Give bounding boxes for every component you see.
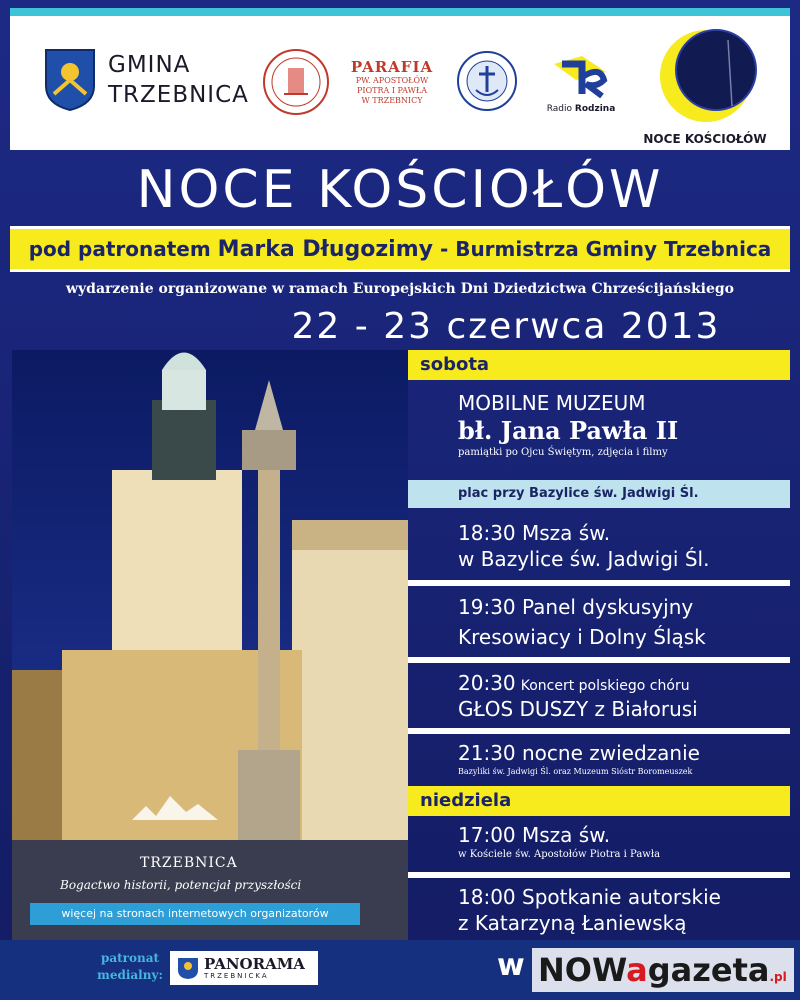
panorama-title: PANORAMA [204,955,305,973]
e1-line2: w Bazylice św. Jadwigi Śl. [458,547,710,571]
boromeuszki-seal-icon[interactable] [456,50,518,112]
nowagazeta-watermark [532,948,794,992]
gmina-trzebnica-logo[interactable] [44,48,249,112]
nowa-part2: a [626,951,648,989]
gmina-line1: GMINA [108,52,191,78]
patronage-suffix: - Burmistrza Gminy Trzebnica [439,237,772,261]
page-title: NOCE KOŚCIOŁÓW [136,160,664,220]
patronage-name: Marka Długozimy [217,237,433,262]
footer-partial-url: w [497,948,525,983]
patron-line1: patronat [100,951,160,965]
event-mass-saturday [408,520,790,572]
noce-logo-label: NOCE KOŚCIOŁÓW [643,132,767,146]
parafia-line3: W TRZEBNICY [361,96,423,105]
gmina-line2: TRZEBNICA [108,82,249,108]
event-dates: 22 - 23 czerwca 2013 [291,306,721,347]
e3-time: 20:30 [458,671,516,695]
event-night-tour [408,740,790,778]
radio-name-bold: Rodzina [574,104,616,114]
shield-icon [176,956,200,980]
town-hall-photo [12,350,408,940]
shield-icon [44,48,96,112]
parafia-title: PARAFIA [350,58,434,76]
e4-line2: Bazyliki św. Jadwigi Śl. oraz Muzeum Sióstr Boromeuszek [458,767,693,776]
e1-line1: 18:30 Msza św. [458,521,611,545]
photo-caption: TRZEBNICA [140,855,238,871]
nowa-part3: gazeta [647,951,770,989]
nowa-domain: .pl [769,970,787,984]
divider [408,872,790,878]
panorama-sub: TRZEBNICKA [204,972,269,980]
e2-line2: Kresowiacy i Dolny Śląsk [458,625,706,649]
radio-name: Radio [546,104,573,114]
event-mass-sunday [408,822,790,862]
e3-line1: Koncert polskiego chóru [520,678,690,694]
more-info-banner[interactable]: więcej na stronach internetowych organizatorów [30,903,360,925]
e6-line2: z Katarzyną Łaniewską [458,911,687,935]
divider [408,657,790,663]
day-saturday: sobota [408,350,790,380]
nowa-part1: NOW [538,951,627,989]
radio-rodzina-logo[interactable] [540,54,622,114]
e6-line1: 18:00 Spotkanie autorskie [458,885,721,909]
noce-kosciolow-logo[interactable] [640,26,770,146]
parafia-logo[interactable] [262,48,440,116]
event-panel [408,594,790,650]
e2-line1: 19:30 Panel dyskusyjny [458,595,694,619]
parish-seal-icon [262,48,330,116]
e4-line1: 21:30 nocne zwiedzanie [458,741,700,765]
e3-line2: GŁOS DUSZY z Białorusi [458,697,698,721]
event-concert [408,670,790,722]
day-sunday: niedziela [408,786,790,816]
parafia-line1: PW. APOSTOŁÓW [355,76,429,85]
photo-motto: Bogactwo historii, potencjał przyszłości [60,878,302,892]
radio-rodzina-icon [546,54,616,98]
crescent-moon-icon [650,26,760,126]
event-museum [408,390,790,460]
patronage-prefix: pod patronatem [28,237,211,261]
town-hall-illustration [12,350,408,940]
museum-name: bł. Jana Pawła II [458,416,679,445]
divider [408,728,790,734]
patron-line2: medialny: [97,968,163,982]
media-patron-label [90,950,170,984]
museum-desc: pamiątki po Ojcu Świętym, zdjęcia i filmy [458,447,668,458]
e5-line1: 17:00 Msza św. [458,823,611,847]
logo-strip [10,8,790,150]
parafia-line2: PIOTRA I PAWŁA [357,86,427,95]
museum-place: plac przy Bazylice św. Jadwigi Śl. [408,480,790,508]
subtitle: wydarzenie organizowane w ramach Europejskich Dni Dziedzictwa Chrześcijańskiego [65,281,735,297]
event-author-meeting [408,884,790,936]
divider [408,580,790,586]
panorama-trzebnicka-logo[interactable] [170,951,318,985]
museum-title: MOBILNE MUZEUM [458,391,646,415]
e5-line2: w Kościele św. Apostołów Piotra i Pawła [458,849,661,860]
patronage-banner [10,226,790,272]
